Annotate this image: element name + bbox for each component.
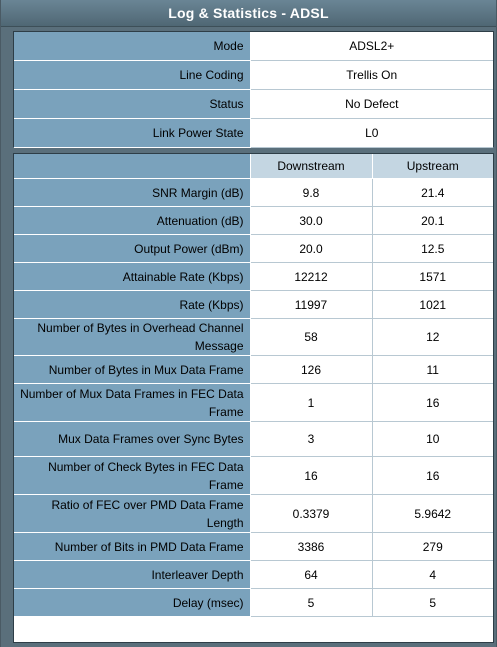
downstream-value: 3: [250, 422, 372, 457]
status-row-line-coding: [14, 61, 493, 90]
downstream-header: Downstream: [250, 154, 372, 179]
table-row: [14, 263, 493, 291]
stat-label: Output Power (dBm): [14, 235, 250, 263]
downstream-value: 5: [250, 589, 372, 617]
table-row: [14, 561, 493, 589]
header-blank-cell: [14, 154, 250, 179]
upstream-value: 1571: [372, 263, 493, 291]
downstream-value: 64: [250, 561, 372, 589]
line-statistics-table: [14, 154, 493, 617]
downstream-value: 16: [250, 457, 372, 495]
stat-label: Number of Check Bytes in FEC Data Frame: [14, 457, 250, 495]
downstream-value: 1: [250, 384, 372, 422]
line-status-panel: [13, 31, 494, 147]
table-row: [14, 589, 493, 617]
upstream-value: 16: [372, 457, 493, 495]
upstream-value: 5.9642: [372, 495, 493, 533]
table-row: [14, 457, 493, 495]
upstream-value: 4: [372, 561, 493, 589]
table-row: [14, 235, 493, 263]
status-row-link-power-state: [14, 119, 493, 148]
table-row: [14, 422, 493, 457]
status-label: Status: [14, 90, 250, 119]
stats-header-row: [14, 154, 493, 179]
table-row: [14, 356, 493, 384]
upstream-value: 12: [372, 319, 493, 356]
upstream-value: 20.1: [372, 207, 493, 235]
downstream-value: 58: [250, 319, 372, 356]
downstream-value: 0.3379: [250, 495, 372, 533]
status-value: ADSL2+: [250, 32, 493, 61]
stat-label: Mux Data Frames over Sync Bytes: [14, 422, 250, 457]
table-row: [14, 207, 493, 235]
stat-label: Number of Bits in PMD Data Frame: [14, 533, 250, 561]
status-label: Mode: [14, 32, 250, 61]
upstream-value: 1021: [372, 291, 493, 319]
line-statistics-panel: [13, 153, 494, 643]
upstream-value: 10: [372, 422, 493, 457]
stat-label: SNR Margin (dB): [14, 179, 250, 207]
status-label: Line Coding: [14, 61, 250, 90]
table-row: [14, 179, 493, 207]
stat-label: Number of Mux Data Frames in FEC Data Frame: [14, 384, 250, 422]
stat-label: Attainable Rate (Kbps): [14, 263, 250, 291]
status-label: Link Power State: [14, 119, 250, 148]
table-row: [14, 291, 493, 319]
table-row: [14, 384, 493, 422]
status-row-mode: [14, 32, 493, 61]
downstream-value: 126: [250, 356, 372, 384]
upstream-value: 21.4: [372, 179, 493, 207]
downstream-value: 20.0: [250, 235, 372, 263]
upstream-value: 279: [372, 533, 493, 561]
status-row-status: [14, 90, 493, 119]
table-row: [14, 533, 493, 561]
stat-label: Number of Bytes in Mux Data Frame: [14, 356, 250, 384]
stat-label: Number of Bytes in Overhead Channel Message: [14, 319, 250, 356]
status-value: L0: [250, 119, 493, 148]
upstream-header: Upstream: [372, 154, 493, 179]
upstream-value: 16: [372, 384, 493, 422]
stat-label: Delay (msec): [14, 589, 250, 617]
downstream-value: 11997: [250, 291, 372, 319]
status-value: Trellis On: [250, 61, 493, 90]
downstream-value: 9.8: [250, 179, 372, 207]
upstream-value: 11: [372, 356, 493, 384]
stat-label: Rate (Kbps): [14, 291, 250, 319]
upstream-value: 5: [372, 589, 493, 617]
stat-label: Ratio of FEC over PMD Data Frame Length: [14, 495, 250, 533]
stat-label: Attenuation (dB): [14, 207, 250, 235]
downstream-value: 12212: [250, 263, 372, 291]
stat-label: Interleaver Depth: [14, 561, 250, 589]
table-row: [14, 319, 493, 356]
page-title: Log & Statistics - ADSL: [1, 0, 496, 27]
downstream-value: 30.0: [250, 207, 372, 235]
status-value: No Defect: [250, 90, 493, 119]
upstream-value: 12.5: [372, 235, 493, 263]
downstream-value: 3386: [250, 533, 372, 561]
line-status-table: [14, 32, 493, 148]
table-row: [14, 495, 493, 533]
